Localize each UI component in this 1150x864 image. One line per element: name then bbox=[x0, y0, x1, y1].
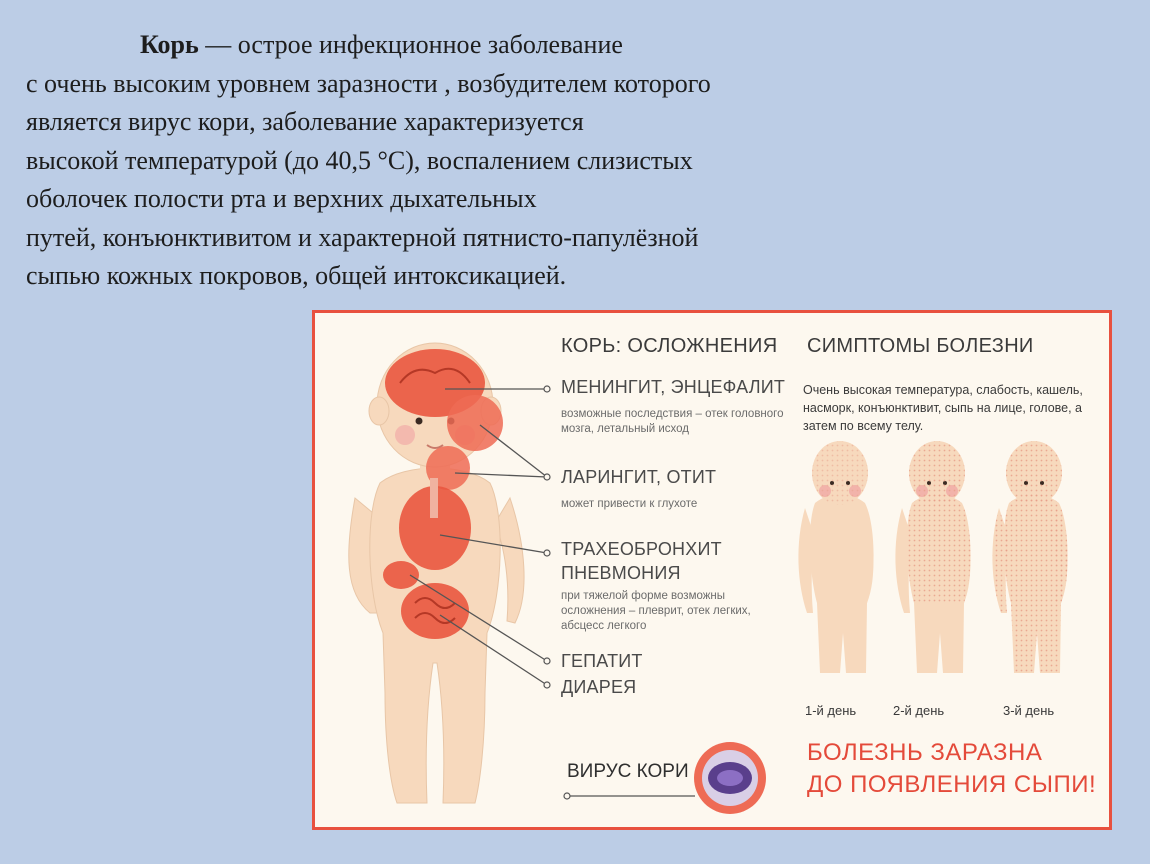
ear-highlight bbox=[447, 395, 503, 451]
intro-line-7: сыпью кожных покровов, общей интоксикацией. bbox=[26, 261, 567, 290]
complication-laryngitis-note: может привести к глухоте bbox=[561, 498, 698, 510]
complications-heading: КОРЬ: ОСЛОЖНЕНИЯ bbox=[561, 335, 778, 357]
contagious-warning bbox=[807, 737, 1097, 801]
complication-hepatitis-title: ГЕПАТИТ bbox=[561, 651, 643, 671]
complication-laryngitis-title: ЛАРИНГИТ, ОТИТ bbox=[561, 467, 717, 487]
complication-tracheobronchitis-title: ТРАХЕОБРОНХИТ bbox=[561, 539, 722, 559]
virus-image bbox=[694, 742, 766, 814]
intro-term: Корь bbox=[140, 30, 199, 59]
intro-line-3: является вирус кори, заболевание характеризуется bbox=[26, 107, 584, 136]
symptoms-heading: СИМПТОМЫ БОЛЕЗНИ bbox=[807, 335, 1034, 357]
measles-poster bbox=[312, 310, 1112, 830]
day-3-label: 3-й день bbox=[1003, 703, 1055, 718]
child-day-3 bbox=[992, 441, 1067, 673]
intro-line-5: оболочек полости рта и верхних дыхательных bbox=[26, 184, 537, 213]
child-day-2 bbox=[895, 441, 970, 673]
intro-text bbox=[26, 26, 926, 296]
warning-line-1: БОЛЕЗНЬ ЗАРАЗНА bbox=[807, 739, 1043, 766]
virus-label: ВИРУС КОРИ bbox=[567, 761, 689, 782]
intro-line-4: высокой температурой (до 40,5 °C), воспалением слизистых bbox=[26, 145, 693, 175]
symptoms-text: Очень высокая температура, слабость, кашель, насморк, конъюнктивит, сыпь на лице, голове, а затем по всему телу. bbox=[803, 383, 1083, 433]
complication-meningitis-note: возможные последствия – отек головного мозга, летальный исход bbox=[561, 408, 784, 435]
day-1-label: 1-й день bbox=[805, 703, 857, 718]
complication-pneumonia-title: ПНЕВМОНИЯ bbox=[561, 563, 681, 583]
liver-highlight bbox=[383, 561, 419, 589]
child-day-1 bbox=[798, 441, 873, 673]
intro-line-6: путей, конъюнктивитом и характерной пятнисто-папулёзной bbox=[26, 222, 699, 252]
warning-line-2: ДО ПОЯВЛЕНИЯ СЫПИ! bbox=[807, 771, 1097, 798]
complication-pneumonia-note: при тяжелой форме возможны осложнения – плеврит, отек легких, абсцесс легкого bbox=[561, 590, 751, 632]
complication-diarrhea-title: ДИАРЕЯ bbox=[561, 677, 637, 697]
day-2-label: 2-й день bbox=[893, 703, 945, 718]
rash-progression bbox=[798, 441, 1067, 673]
complication-meningitis-title: МЕНИНГИТ, ЭНЦЕФАЛИТ bbox=[561, 377, 786, 397]
intro-line-1 bbox=[26, 26, 926, 65]
intro-line-1-rest: — острое инфекционное заболевание bbox=[198, 30, 623, 59]
intro-line-2: с очень высоким уровнем заразности , возбудителем которого bbox=[26, 68, 711, 98]
